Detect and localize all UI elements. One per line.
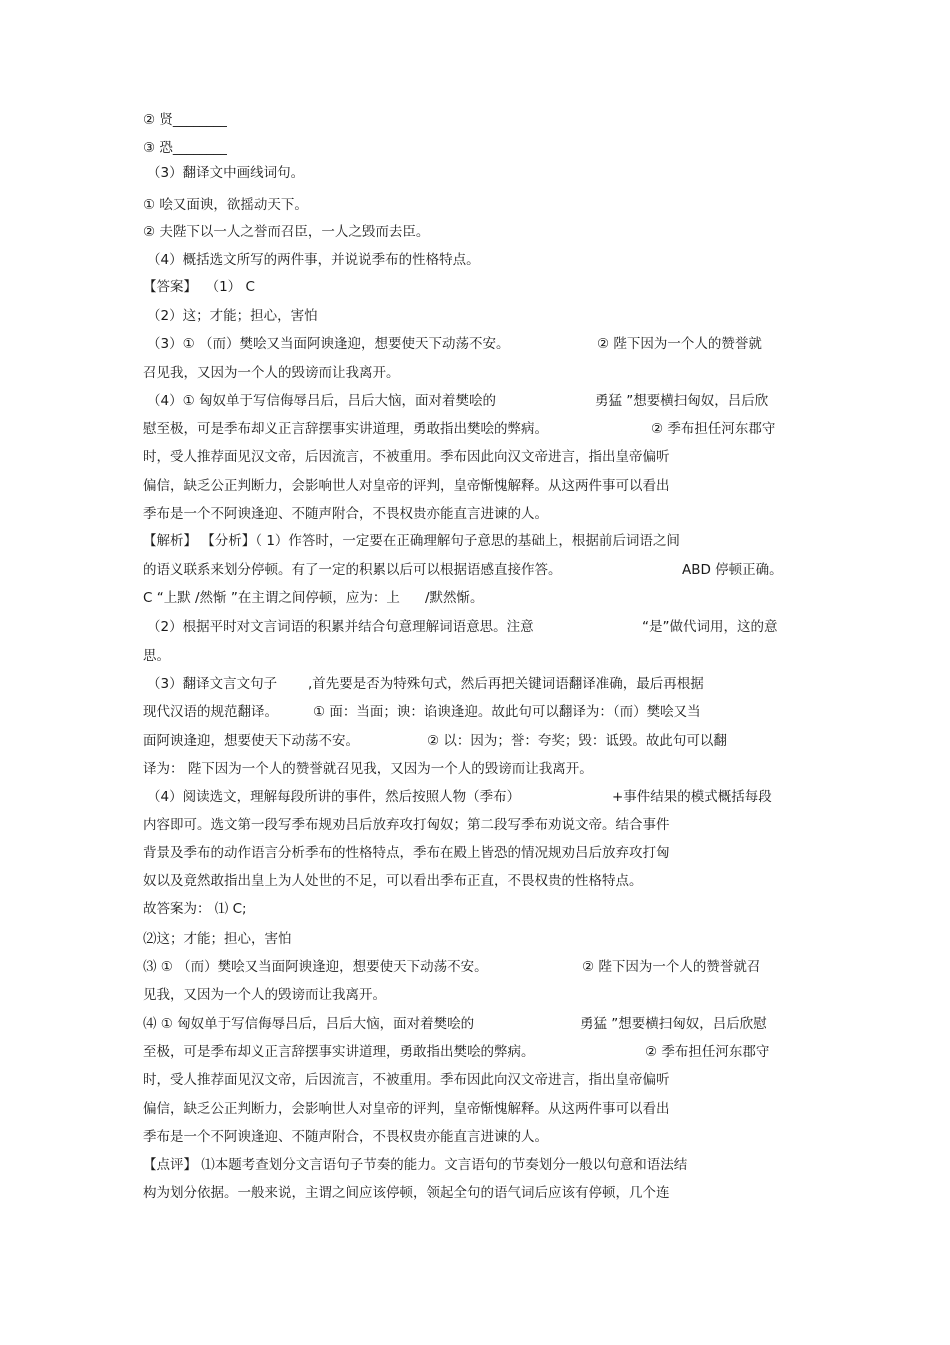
line-text: ① 哙又面谀，欲摇动天下。 — [143, 197, 308, 213]
line-text: 构为划分依据。一般来说，主谓之间应该停顿，领起全句的语气词后应该有停顿，几个连 — [143, 1185, 670, 1201]
line-text: 时，受人推荐面见汉文帝，后因流言，不被重用。季布因此向汉文帝进言，指出皇帝偏听 — [143, 449, 670, 465]
line-text: 慰至极，可是季布却义正言辞摆事实讲道理，勇敢指出樊哙的弊病。 — [143, 421, 548, 437]
line-text: 见我，又因为一个人的毁谤而让我离开。 — [143, 987, 386, 1003]
line-text-continued: +事件结果的模式概括每段 — [612, 789, 772, 805]
text-line — [0, 363, 950, 383]
text-line — [0, 759, 950, 779]
text-line — [0, 476, 950, 496]
text-line — [0, 419, 950, 439]
line-text: （4）① 匈奴单于写信侮辱吕后，吕后大恼，面对着樊哙的 — [147, 393, 496, 409]
text-line — [0, 617, 950, 637]
line-text: 季布是一个不阿谀逢迎、不随声附合，不畏权贵亦能直言进谏的人。 — [143, 1129, 548, 1145]
text-line — [0, 702, 950, 722]
text-line — [0, 1042, 950, 1062]
line-text: 故答案为： ⑴ C; — [143, 901, 247, 917]
line-text: 季布是一个不阿谀逢迎、不随声附合，不畏权贵亦能直言进谏的人。 — [143, 506, 548, 522]
text-line — [0, 1070, 950, 1090]
line-text: 内容即可。选文第一段写季布规劝吕后放弃攻打匈奴；第二段写季布劝说文帝。结合事件 — [143, 817, 670, 833]
text-line — [0, 504, 950, 524]
text-line — [0, 277, 950, 297]
line-text: （2）这；才能；担心，害怕 — [147, 308, 318, 324]
line-text-continued: ② 陛下因为一个人的赞誉就 — [597, 336, 762, 352]
text-line — [0, 1127, 950, 1147]
line-text: 【点评】 ⑴本题考查划分文言语句子节奏的能力。文言语句的节奏划分一般以句意和语法结 — [143, 1157, 688, 1173]
text-line — [0, 871, 950, 891]
text-line — [0, 1183, 950, 1203]
line-text: 【答案】 （1） C — [143, 279, 255, 295]
text-line — [0, 646, 950, 666]
line-text-continued: ABD 停顿正确。 — [682, 562, 783, 578]
text-line — [0, 250, 950, 270]
line-text: 面阿谀逢迎，想要使天下动荡不安。 — [143, 733, 359, 749]
line-text-continued: ② 陛下因为一个人的赞誉就召 — [582, 959, 761, 975]
line-text: 背景及季布的动作语言分析季布的性格特点，季布在殿上皆恐的情况规劝吕后放弃攻打匈 — [143, 845, 670, 861]
text-line — [0, 334, 950, 354]
line-text: 现代汉语的规范翻译。 — [143, 704, 278, 720]
line-text-continued: “是”做代词用，这的意 — [642, 619, 778, 635]
line-text: ⑷ ① 匈奴单于写信侮辱吕后，吕后大恼，面对着樊哙的 — [143, 1016, 475, 1032]
text-line — [0, 929, 950, 949]
line-text: 召见我，又因为一个人的毁谤而让我离开。 — [143, 365, 400, 381]
text-line — [0, 560, 950, 580]
line-text-continued: 勇猛 ”想要横扫匈奴，吕后欣慰 — [580, 1016, 767, 1032]
text-line — [0, 674, 950, 694]
text-line — [0, 787, 950, 807]
text-line — [0, 222, 950, 242]
line-text-continued: 勇猛 ”想要横扫匈奴，吕后欣 — [595, 393, 769, 409]
line-text: （2）根据平时对文言词语的积累并结合句意理解词语意思。注意 — [147, 619, 534, 635]
text-line — [0, 815, 950, 835]
line-text-continued: ② 以：因为；誉：夸奖；毁：诋毁。故此句可以翻 — [427, 733, 727, 749]
text-line — [0, 138, 950, 158]
line-text: 思。 — [143, 648, 170, 664]
text-line — [0, 391, 950, 411]
text-line — [0, 1014, 950, 1034]
line-text: （4）概括选文所写的两件事，并说说季布的性格特点。 — [147, 252, 480, 268]
text-line — [0, 195, 950, 215]
line-text-continued: ② 季布担任河东郡守 — [645, 1044, 770, 1060]
line-text: （3）翻译文中画线词句。 — [147, 165, 305, 181]
line-text: 偏信，缺乏公正判断力，会影响世人对皇帝的评判，皇帝惭愧解释。从这两件事可以看出 — [143, 478, 670, 494]
line-text: （3）① （而）樊哙又当面阿谀逢迎，想要使天下动荡不安。 — [147, 336, 510, 352]
text-line — [0, 588, 950, 608]
line-text: 奴以及竟然敢指出皇上为人处世的不足，可以看出季布正直，不畏权贵的性格特点。 — [143, 873, 643, 889]
line-text: 【解析】 【分析】（ 1）作答时，一定要在正确理解句子意思的基础上，根据前后词语之间 — [143, 533, 680, 549]
line-text: ⑵这；才能；担心，害怕 — [143, 931, 292, 947]
line-text-continued: ,首先要是否为特殊句式，然后再把关键词语翻译准确，最后再根据 — [308, 676, 704, 692]
text-line — [0, 1155, 950, 1175]
text-line — [0, 957, 950, 977]
line-text: 译为： 陛下因为一个人的赞誉就召见我，又因为一个人的毁谤而让我离开。 — [143, 761, 593, 777]
line-text: 偏信，缺乏公正判断力，会影响世人对皇帝的评判，皇帝惭愧解释。从这两件事可以看出 — [143, 1101, 670, 1117]
line-text: C “上默 /然惭 ”在主谓之间停顿，应为：上 — [143, 590, 400, 606]
line-text: 时，受人推荐面见汉文帝，后因流言，不被重用。季布因此向汉文帝进言，指出皇帝偏听 — [143, 1072, 670, 1088]
text-line — [0, 899, 950, 919]
line-text: 的语义联系来划分停顿。有了一定的积累以后可以根据语感直接作答。 — [143, 562, 562, 578]
line-text-continued: ① 面：当面；谀：谄谀逢迎。故此句可以翻译为：（而）樊哙又当 — [313, 704, 701, 720]
line-text: 至极，可是季布却义正言辞摆事实讲道理，勇敢指出樊哙的弊病。 — [143, 1044, 535, 1060]
line-text: （4）阅读选文，理解每段所讲的事件，然后按照人物（季布） — [147, 789, 521, 805]
text-line — [0, 985, 950, 1005]
text-line — [0, 447, 950, 467]
text-line — [0, 731, 950, 751]
text-line — [0, 110, 950, 130]
text-line — [0, 843, 950, 863]
text-line — [0, 306, 950, 326]
line-text: ② 夫陛下以一人之誉而召臣，一人之毁而去臣。 — [143, 224, 430, 240]
line-text: ③ 恐________ — [143, 140, 227, 156]
line-text: （3）翻译文言文句子 — [147, 676, 278, 692]
text-line — [0, 163, 950, 183]
line-text-continued: ② 季布担任河东郡守 — [651, 421, 776, 437]
line-text-continued: /默然惭。 — [425, 590, 484, 606]
text-line — [0, 1099, 950, 1119]
line-text: ② 贤________ — [143, 112, 227, 128]
line-text: ⑶ ① （而）樊哙又当面阿谀逢迎，想要使天下动荡不安。 — [143, 959, 488, 975]
text-line — [0, 531, 950, 551]
